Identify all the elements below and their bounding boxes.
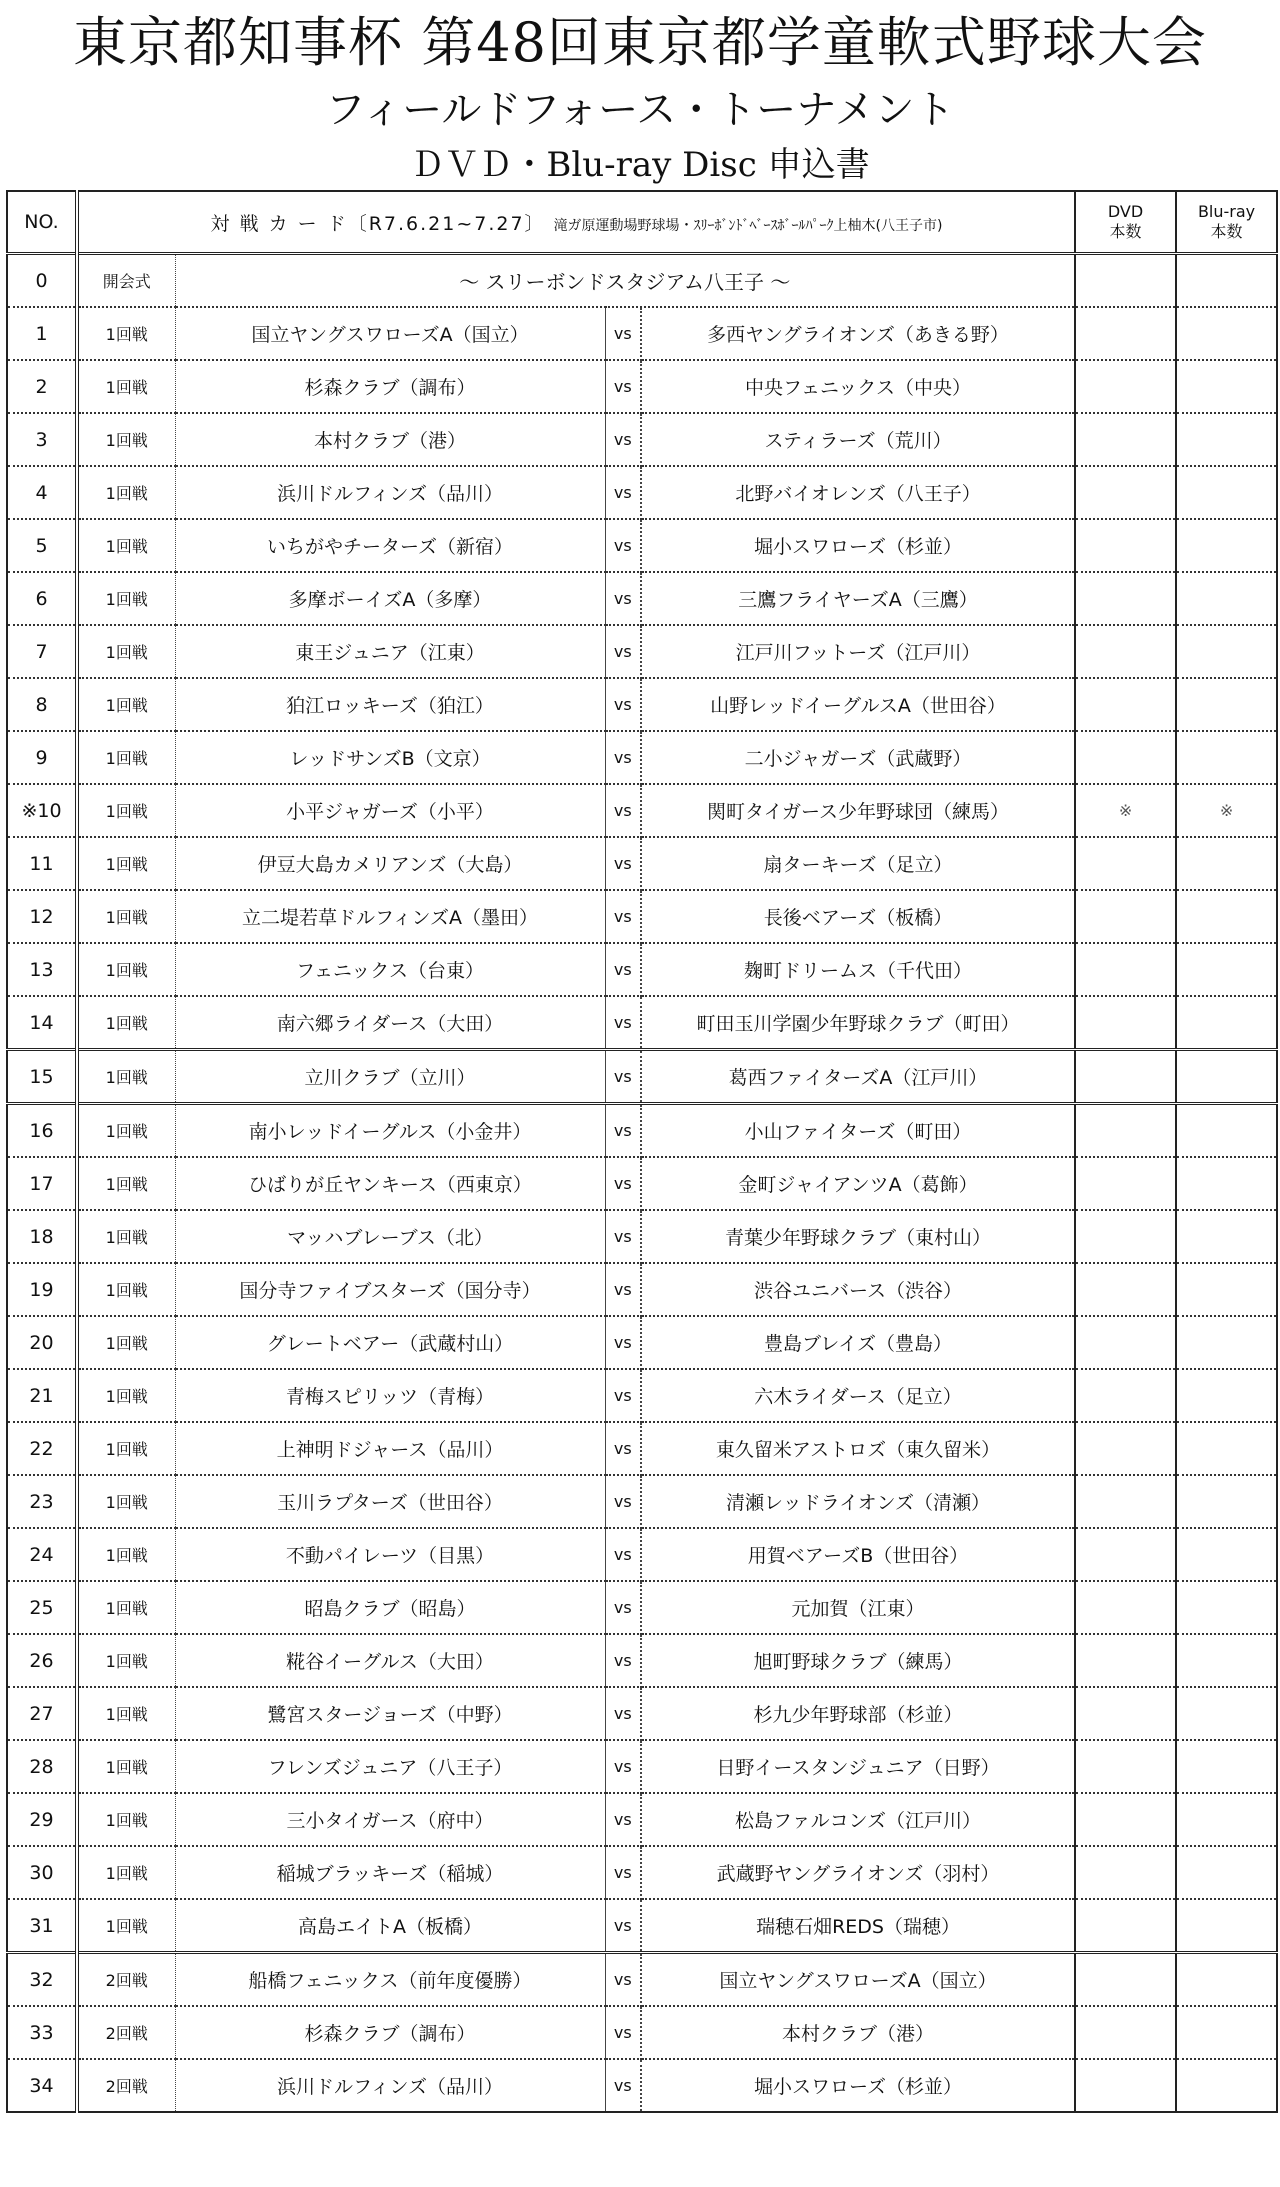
team2-name: 北野バイオレンズ（八王子）: [641, 466, 1075, 519]
dvd-quantity-field[interactable]: [1075, 413, 1176, 466]
team1-name: 小平ジャガーズ（小平）: [175, 784, 605, 837]
match-row: [7, 625, 1277, 678]
team1-name: フェニックス（台東）: [175, 943, 605, 996]
team2-name: 扇ターキーズ（足立）: [641, 837, 1075, 890]
row-no: 13: [7, 943, 77, 996]
row-no: 1: [7, 307, 77, 360]
row-round: 1回戦: [77, 1634, 175, 1687]
team2-name: 松島ファルコンズ（江戸川）: [641, 1793, 1075, 1846]
dvd-quantity-field[interactable]: [1075, 996, 1176, 1050]
team2-name: 小山ファイターズ（町田）: [641, 1104, 1075, 1158]
dvd-quantity-field[interactable]: [1075, 731, 1176, 784]
vs-label: vs: [605, 1740, 641, 1793]
team2-name: 六木ライダース（足立）: [641, 1369, 1075, 1422]
bluray-quantity-field[interactable]: [1176, 2059, 1277, 2112]
vs-label: vs: [605, 996, 641, 1050]
row-round: 2回戦: [77, 1953, 175, 2007]
row-no: 23: [7, 1475, 77, 1528]
dvd-quantity-field[interactable]: [1075, 1846, 1176, 1899]
bluray-quantity-field[interactable]: [1176, 837, 1277, 890]
bluray-quantity-field[interactable]: [1176, 1263, 1277, 1316]
row-no: 5: [7, 519, 77, 572]
opening-venue: ～ スリーボンドスタジアム八王子 ～: [175, 254, 1075, 308]
match-row: [7, 1369, 1277, 1422]
team1-name: 浜川ドルフィンズ（品川）: [175, 2059, 605, 2112]
dvd-quantity-field[interactable]: [1075, 1687, 1176, 1740]
vs-label: vs: [605, 360, 641, 413]
row-round: 1回戦: [77, 519, 175, 572]
match-row: [7, 1953, 1277, 2007]
team1-name: 浜川ドルフィンズ（品川）: [175, 466, 605, 519]
team1-name: 立二堤若草ドルフィンズA（墨田）: [175, 890, 605, 943]
row-round: 1回戦: [77, 1475, 175, 1528]
header-match-card: [77, 191, 1075, 254]
vs-label: vs: [605, 678, 641, 731]
row-round: 1回戦: [77, 1157, 175, 1210]
match-row: [7, 1899, 1277, 1953]
match-row: [7, 1581, 1277, 1634]
bluray-quantity-field[interactable]: [1176, 784, 1277, 837]
team2-name: 用賀ベアーズB（世田谷）: [641, 1528, 1075, 1581]
row-no: 28: [7, 1740, 77, 1793]
dvd-quantity-field[interactable]: [1075, 1157, 1176, 1210]
header-bluray: [1176, 191, 1277, 254]
header-no: NO.: [7, 191, 77, 254]
row-no: 2: [7, 360, 77, 413]
bluray-quantity-field[interactable]: [1176, 625, 1277, 678]
row-round: 1回戦: [77, 1687, 175, 1740]
row-no: 18: [7, 1210, 77, 1263]
team1-name: 糀谷イーグルス（大田）: [175, 1634, 605, 1687]
match-row: [7, 1157, 1277, 1210]
vs-label: vs: [605, 1846, 641, 1899]
vs-label: vs: [605, 2006, 641, 2059]
bluray-quantity-field[interactable]: [1176, 1528, 1277, 1581]
team1-name: ひばりが丘ヤンキース（西東京）: [175, 1157, 605, 1210]
bluray-quantity-field[interactable]: [1176, 254, 1277, 308]
match-row: [7, 413, 1277, 466]
match-row: [7, 890, 1277, 943]
row-no: 8: [7, 678, 77, 731]
team2-name: 二小ジャガーズ（武蔵野）: [641, 731, 1075, 784]
header-match-card-label: 対 戦 カ ー ド〔R7.6.21~7.27〕: [210, 212, 546, 235]
bluray-quantity-field[interactable]: [1176, 2006, 1277, 2059]
row-round: 1回戦: [77, 1528, 175, 1581]
vs-label: vs: [605, 1687, 641, 1740]
dvd-quantity-field[interactable]: [1075, 1104, 1176, 1158]
vs-label: vs: [605, 572, 641, 625]
bluray-quantity-field[interactable]: [1176, 943, 1277, 996]
page-subtitle: フィールドフォース・トーナメント: [325, 87, 955, 133]
vs-label: vs: [605, 1263, 641, 1316]
team2-name: 渋谷ユニバース（渋谷）: [641, 1263, 1075, 1316]
bluray-quantity-field[interactable]: [1176, 1687, 1277, 1740]
row-round: 1回戦: [77, 1263, 175, 1316]
bluray-quantity-field[interactable]: [1176, 1740, 1277, 1793]
team1-name: 杉森クラブ（調布）: [175, 360, 605, 413]
match-row: [7, 307, 1277, 360]
bluray-quantity-field[interactable]: [1176, 1793, 1277, 1846]
dvd-quantity-field[interactable]: [1075, 1263, 1176, 1316]
team2-name: 瑞穂石畑REDS（瑞穂）: [641, 1899, 1075, 1953]
dvd-quantity-field[interactable]: [1075, 572, 1176, 625]
row-no: 31: [7, 1899, 77, 1953]
team2-name: 多西ヤングライオンズ（あきる野）: [641, 307, 1075, 360]
dvd-quantity-field[interactable]: [1075, 678, 1176, 731]
bluray-quantity-field[interactable]: [1176, 1475, 1277, 1528]
row-no: ※10: [7, 784, 77, 837]
vs-label: vs: [605, 943, 641, 996]
row-no: 11: [7, 837, 77, 890]
team1-name: 船橋フェニックス（前年度優勝）: [175, 1953, 605, 2007]
bluray-quantity-field[interactable]: [1176, 1634, 1277, 1687]
dvd-quantity-field[interactable]: [1075, 1369, 1176, 1422]
match-row: [7, 1475, 1277, 1528]
bluray-quantity-field[interactable]: [1176, 519, 1277, 572]
vs-label: vs: [605, 519, 641, 572]
row-round: 1回戦: [77, 413, 175, 466]
row-no: 6: [7, 572, 77, 625]
team1-name: 東王ジュニア（江東）: [175, 625, 605, 678]
match-row: [7, 360, 1277, 413]
vs-label: vs: [605, 1422, 641, 1475]
vs-label: vs: [605, 2059, 641, 2112]
bluray-quantity-field[interactable]: [1176, 1050, 1277, 1104]
dvd-quantity-field[interactable]: [1075, 1210, 1176, 1263]
header-bluray-count: 本数: [1210, 222, 1243, 241]
team1-name: 国立ヤングスワローズA（国立）: [175, 307, 605, 360]
team1-name: 伊豆大島カメリアンズ（大島）: [175, 837, 605, 890]
dvd-quantity-field[interactable]: [1075, 890, 1176, 943]
vs-label: vs: [605, 307, 641, 360]
match-row: [7, 1422, 1277, 1475]
opening-ceremony-row: [7, 254, 1277, 308]
row-no: 26: [7, 1634, 77, 1687]
bluray-quantity-field[interactable]: [1176, 1846, 1277, 1899]
row-no: 17: [7, 1157, 77, 1210]
team2-name: 町田玉川学園少年野球クラブ（町田）: [641, 996, 1075, 1050]
team1-name: 南小レッドイーグルス（小金井）: [175, 1104, 605, 1158]
bluray-quantity-field[interactable]: [1176, 307, 1277, 360]
bluray-quantity-field[interactable]: [1176, 360, 1277, 413]
row-round: 1回戦: [77, 1104, 175, 1158]
team2-name: スティラーズ（荒川）: [641, 413, 1075, 466]
vs-label: vs: [605, 1634, 641, 1687]
header-bluray-label: Blu-ray: [1197, 202, 1256, 221]
row-no: 12: [7, 890, 77, 943]
team2-name: 金町ジャイアンツA（葛飾）: [641, 1157, 1075, 1210]
dvd-quantity-field[interactable]: [1075, 466, 1176, 519]
row-round: 1回戦: [77, 1050, 175, 1104]
row-no: 14: [7, 996, 77, 1050]
team1-name: 玉川ラプターズ（世田谷）: [175, 1475, 605, 1528]
team2-name: 本村クラブ（港）: [641, 2006, 1075, 2059]
row-no: 16: [7, 1104, 77, 1158]
match-row: [7, 1210, 1277, 1263]
bluray-quantity-field[interactable]: [1176, 1210, 1277, 1263]
bluray-quantity-field[interactable]: [1176, 1422, 1277, 1475]
bluray-quantity-field[interactable]: [1176, 1899, 1277, 1953]
team2-name: 武蔵野ヤングライオンズ（羽村）: [641, 1846, 1075, 1899]
bluray-quantity-field[interactable]: [1176, 731, 1277, 784]
team2-name: 長後ベアーズ（板橋）: [641, 890, 1075, 943]
vs-label: vs: [605, 890, 641, 943]
bluray-quantity-field[interactable]: [1176, 996, 1277, 1050]
row-no: 7: [7, 625, 77, 678]
row-no: 20: [7, 1316, 77, 1369]
team2-name: 青葉少年野球クラブ（東村山）: [641, 1210, 1075, 1263]
team1-name: 昭島クラブ（昭島）: [175, 1581, 605, 1634]
team2-name: 江戸川フットーズ（江戸川）: [641, 625, 1075, 678]
team1-name: 高島エイトA（板橋）: [175, 1899, 605, 1953]
dvd-quantity-field[interactable]: [1075, 1581, 1176, 1634]
row-round: 1回戦: [77, 837, 175, 890]
vs-label: vs: [605, 731, 641, 784]
team2-name: 麹町ドリームス（千代田）: [641, 943, 1075, 996]
dvd-quantity-field[interactable]: [1075, 360, 1176, 413]
row-no: 0: [7, 254, 77, 308]
match-row: [7, 1634, 1277, 1687]
match-row: [7, 466, 1277, 519]
team2-name: 旭町野球クラブ（練馬）: [641, 1634, 1075, 1687]
match-row: [7, 678, 1277, 731]
team2-name: 日野イースタンジュニア（日野）: [641, 1740, 1075, 1793]
vs-label: vs: [605, 1050, 641, 1104]
team1-name: 稲城ブラッキーズ（稲城）: [175, 1846, 605, 1899]
match-row: [7, 1263, 1277, 1316]
team1-name: 本村クラブ（港）: [175, 413, 605, 466]
vs-label: vs: [605, 1369, 641, 1422]
row-no: 3: [7, 413, 77, 466]
row-round: 1回戦: [77, 1316, 175, 1369]
vs-label: vs: [605, 1316, 641, 1369]
team2-name: 清瀬レッドライオンズ（清瀬）: [641, 1475, 1075, 1528]
match-row: [7, 1846, 1277, 1899]
dvd-quantity-field[interactable]: [1075, 1316, 1176, 1369]
team2-name: 堀小スワローズ（杉並）: [641, 2059, 1075, 2112]
row-round: 1回戦: [77, 784, 175, 837]
row-round: 1回戦: [77, 1899, 175, 1953]
row-no: 15: [7, 1050, 77, 1104]
match-row: [7, 996, 1277, 1050]
match-row: [7, 1528, 1277, 1581]
note-mark: ※: [1118, 800, 1133, 820]
row-round: 1回戦: [77, 1846, 175, 1899]
team1-name: グレートベアー（武蔵村山）: [175, 1316, 605, 1369]
team2-name: 堀小スワローズ（杉並）: [641, 519, 1075, 572]
team1-name: 不動パイレーツ（目黒）: [175, 1528, 605, 1581]
row-round: 1回戦: [77, 890, 175, 943]
row-no: 19: [7, 1263, 77, 1316]
vs-label: vs: [605, 784, 641, 837]
vs-label: vs: [605, 1210, 641, 1263]
row-round: 1回戦: [77, 678, 175, 731]
team1-name: 鷺宮スタージョーズ（中野）: [175, 1687, 605, 1740]
row-no: 27: [7, 1687, 77, 1740]
row-no: 25: [7, 1581, 77, 1634]
team1-name: 国分寺ファイブスターズ（国分寺）: [175, 1263, 605, 1316]
team2-name: 国立ヤングスワローズA（国立）: [641, 1953, 1075, 2007]
row-round: 1回戦: [77, 731, 175, 784]
team2-name: 葛西ファイターズA（江戸川）: [641, 1050, 1075, 1104]
vs-label: vs: [605, 1104, 641, 1158]
team1-name: 狛江ロッキーズ（狛江）: [175, 678, 605, 731]
team1-name: 青梅スピリッツ（青梅）: [175, 1369, 605, 1422]
row-no: 4: [7, 466, 77, 519]
team2-name: 中央フェニックス（中央）: [641, 360, 1075, 413]
note-mark: ※: [1219, 800, 1234, 820]
dvd-quantity-field[interactable]: [1075, 2006, 1176, 2059]
bluray-quantity-field[interactable]: [1176, 1369, 1277, 1422]
row-round: 1回戦: [77, 996, 175, 1050]
match-row: [7, 943, 1277, 996]
match-row: [7, 784, 1277, 837]
row-no: 9: [7, 731, 77, 784]
vs-label: vs: [605, 466, 641, 519]
match-row: [7, 731, 1277, 784]
team1-name: 上神明ドジャース（品川）: [175, 1422, 605, 1475]
form-title: ＤＶＤ・Blu-ray Disc 申込書: [410, 145, 870, 185]
match-row: [7, 572, 1277, 625]
row-round: 1回戦: [77, 572, 175, 625]
team2-name: 元加賀（江東）: [641, 1581, 1075, 1634]
bluray-quantity-field[interactable]: [1176, 572, 1277, 625]
vs-label: vs: [605, 1528, 641, 1581]
vs-label: vs: [605, 1475, 641, 1528]
row-round: 1回戦: [77, 943, 175, 996]
row-round: 2回戦: [77, 2059, 175, 2112]
row-round: 1回戦: [77, 1793, 175, 1846]
dvd-quantity-field[interactable]: [1075, 1899, 1176, 1953]
dvd-quantity-field[interactable]: [1075, 1050, 1176, 1104]
bluray-quantity-field[interactable]: [1176, 1316, 1277, 1369]
bluray-quantity-field[interactable]: [1176, 890, 1277, 943]
row-no: 21: [7, 1369, 77, 1422]
vs-label: vs: [605, 413, 641, 466]
match-row: [7, 1050, 1277, 1104]
team1-name: フレンズジュニア（八王子）: [175, 1740, 605, 1793]
bluray-quantity-field[interactable]: [1176, 413, 1277, 466]
vs-label: vs: [605, 837, 641, 890]
match-row: [7, 1104, 1277, 1158]
dvd-quantity-field[interactable]: [1075, 1793, 1176, 1846]
row-round: 1回戦: [77, 360, 175, 413]
match-row: [7, 1687, 1277, 1740]
header-dvd-count: 本数: [1109, 222, 1142, 241]
team2-name: 豊島ブレイズ（豊島）: [641, 1316, 1075, 1369]
dvd-quantity-field[interactable]: [1075, 254, 1176, 308]
vs-label: vs: [605, 625, 641, 678]
team2-name: 山野レッドイーグルスA（世田谷）: [641, 678, 1075, 731]
dvd-quantity-field[interactable]: [1075, 625, 1176, 678]
vs-label: vs: [605, 1793, 641, 1846]
team2-name: 関町タイガース少年野球団（練馬）: [641, 784, 1075, 837]
dvd-quantity-field[interactable]: [1075, 1953, 1176, 2007]
row-no: 34: [7, 2059, 77, 2112]
dvd-quantity-field[interactable]: [1075, 784, 1176, 837]
row-round: 1回戦: [77, 1740, 175, 1793]
row-round: 1回戦: [77, 1422, 175, 1475]
match-row: [7, 1740, 1277, 1793]
vs-label: vs: [605, 1157, 641, 1210]
team2-name: 三鷹フライヤーズA（三鷹）: [641, 572, 1075, 625]
bluray-quantity-field[interactable]: [1176, 466, 1277, 519]
row-no: 24: [7, 1528, 77, 1581]
row-round: 開会式: [77, 254, 175, 308]
dvd-quantity-field[interactable]: [1075, 1528, 1176, 1581]
page-title: 東京都知事杯 第48回東京都学童軟式野球大会: [73, 11, 1207, 74]
team1-name: 南六郷ライダース（大田）: [175, 996, 605, 1050]
match-row: [7, 837, 1277, 890]
team1-name: 多摩ボーイズA（多摩）: [175, 572, 605, 625]
row-no: 22: [7, 1422, 77, 1475]
row-no: 29: [7, 1793, 77, 1846]
dvd-quantity-field[interactable]: [1075, 307, 1176, 360]
row-no: 32: [7, 1953, 77, 2007]
team1-name: マッハブレーブス（北）: [175, 1210, 605, 1263]
team1-name: いちがやチーターズ（新宿）: [175, 519, 605, 572]
bluray-quantity-field[interactable]: [1176, 678, 1277, 731]
dvd-quantity-field[interactable]: [1075, 1475, 1176, 1528]
row-no: 33: [7, 2006, 77, 2059]
row-round: 1回戦: [77, 466, 175, 519]
team1-name: 杉森クラブ（調布）: [175, 2006, 605, 2059]
team1-name: 立川クラブ（立川）: [175, 1050, 605, 1104]
vs-label: vs: [605, 1953, 641, 2007]
row-round: 1回戦: [77, 307, 175, 360]
row-round: 1回戦: [77, 1210, 175, 1263]
match-row: [7, 2059, 1277, 2112]
row-round: 2回戦: [77, 2006, 175, 2059]
vs-label: vs: [605, 1581, 641, 1634]
team1-name: 三小タイガース（府中）: [175, 1793, 605, 1846]
vs-label: vs: [605, 1899, 641, 1953]
dvd-quantity-field[interactable]: [1075, 2059, 1176, 2112]
match-row: [7, 1793, 1277, 1846]
header-dvd-label: DVD: [1107, 202, 1144, 221]
dvd-quantity-field[interactable]: [1075, 1422, 1176, 1475]
match-row: [7, 2006, 1277, 2059]
bluray-quantity-field[interactable]: [1176, 1157, 1277, 1210]
dvd-quantity-field[interactable]: [1075, 1740, 1176, 1793]
dvd-quantity-field[interactable]: [1075, 837, 1176, 890]
bluray-quantity-field[interactable]: [1176, 1953, 1277, 2007]
header-dvd: [1075, 191, 1176, 254]
header-venues: 滝ガ原運動場野球場・ｽﾘｰﾎﾞﾝﾄﾞﾍﾞｰｽﾎﾞｰﾙﾊﾟｰｸ上柚木(八王子市): [553, 217, 943, 234]
team2-name: 杉九少年野球部（杉並）: [641, 1687, 1075, 1740]
bluray-quantity-field[interactable]: [1176, 1581, 1277, 1634]
row-round: 1回戦: [77, 1369, 175, 1422]
match-row: [7, 1316, 1277, 1369]
dvd-quantity-field[interactable]: [1075, 943, 1176, 996]
match-row: [7, 519, 1277, 572]
team1-name: レッドサンズB（文京）: [175, 731, 605, 784]
dvd-quantity-field[interactable]: [1075, 1634, 1176, 1687]
bluray-quantity-field[interactable]: [1176, 1104, 1277, 1158]
order-form-table: [6, 190, 1278, 2113]
team2-name: 東久留米アストロズ（東久留米）: [641, 1422, 1075, 1475]
row-round: 1回戦: [77, 625, 175, 678]
dvd-quantity-field[interactable]: [1075, 519, 1176, 572]
row-round: 1回戦: [77, 1581, 175, 1634]
table-header-row: [7, 191, 1277, 254]
row-no: 30: [7, 1846, 77, 1899]
